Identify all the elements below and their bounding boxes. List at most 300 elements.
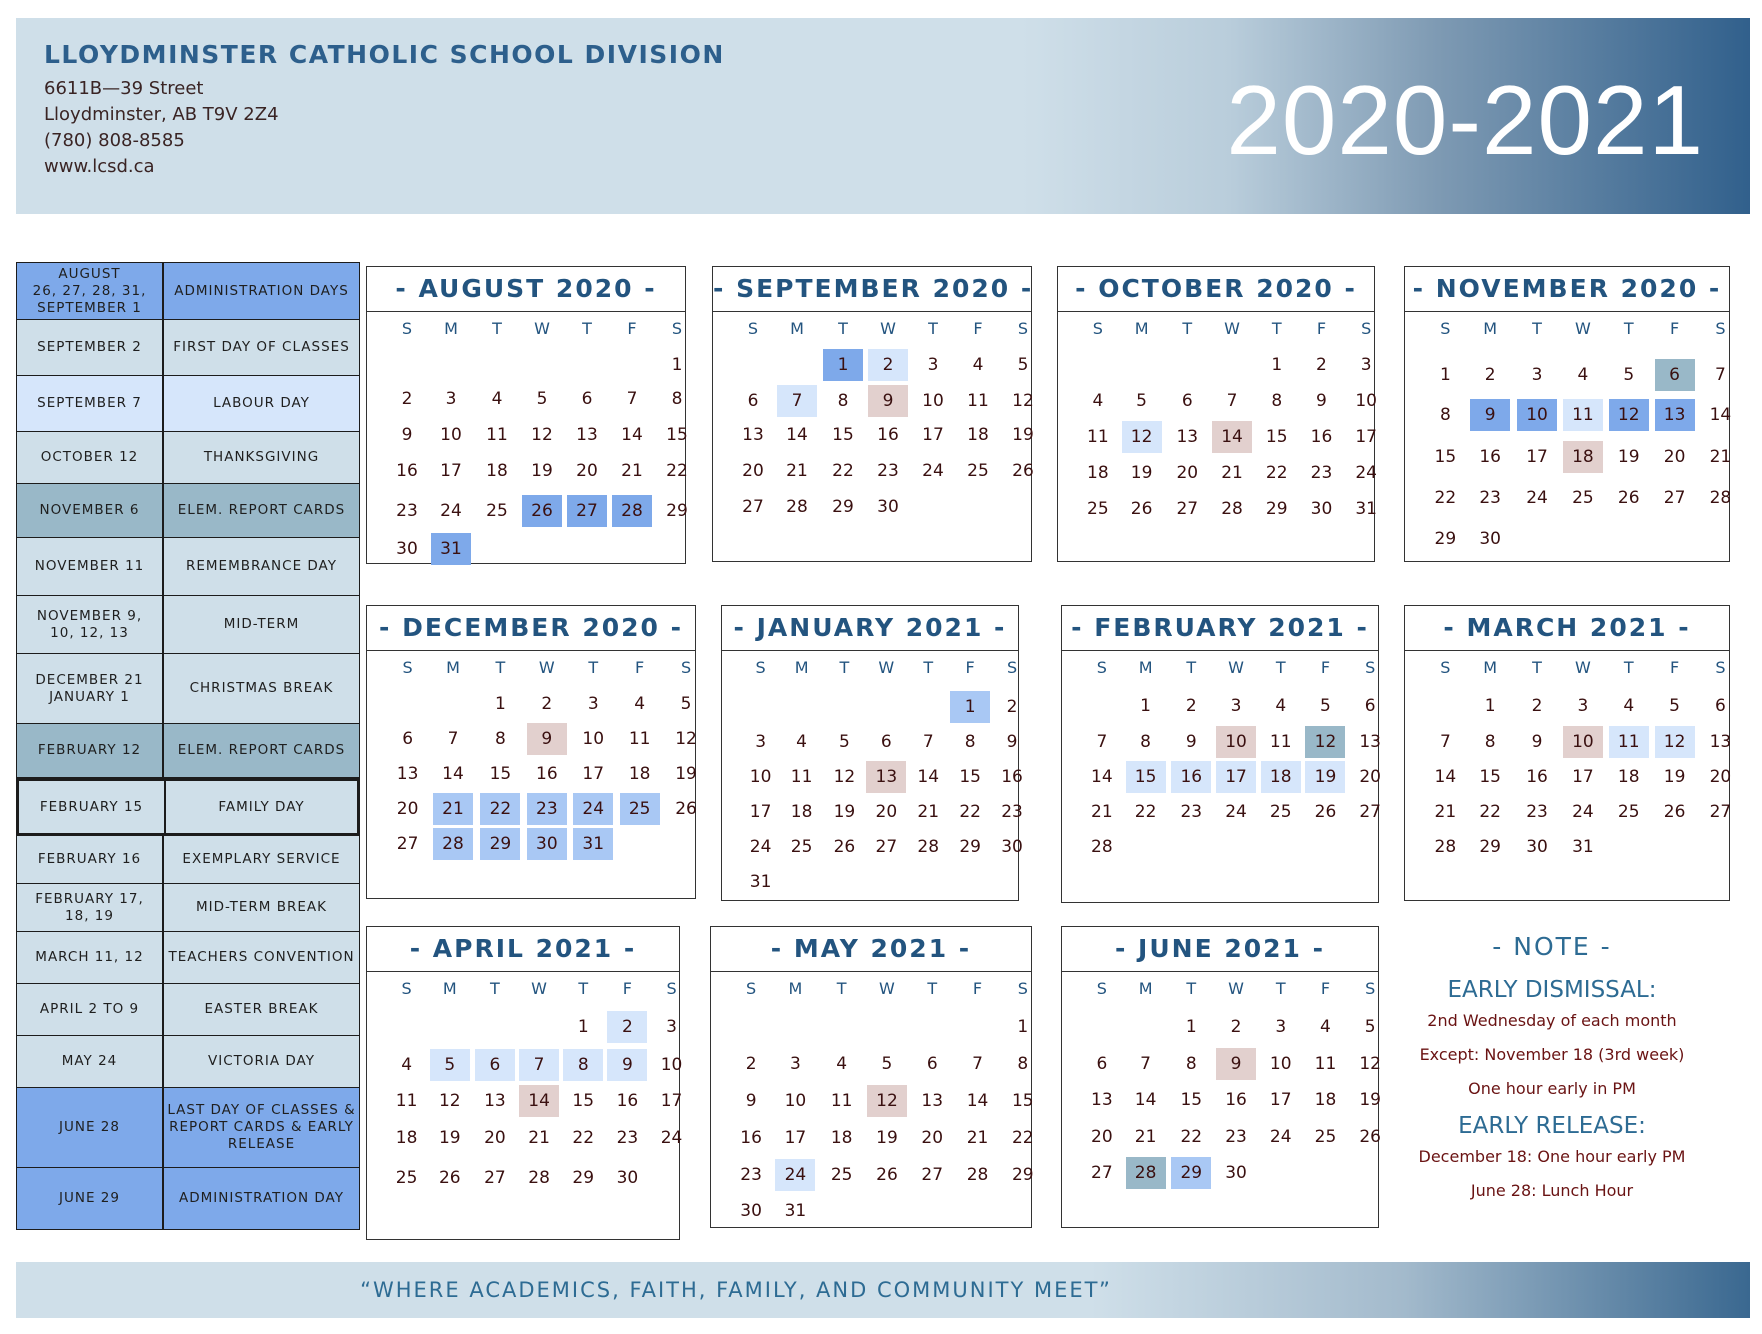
legend-date: FEBRUARY 16 <box>17 836 164 883</box>
day-cell: 11 <box>1269 732 1292 752</box>
month-title: - NOVEMBER 2020 - <box>1405 267 1729 312</box>
day-cell: 5 <box>1017 355 1029 375</box>
day-cell: 4 <box>836 1054 848 1074</box>
day-cell: 30 <box>877 497 899 517</box>
day-cell: 23 <box>740 1165 762 1185</box>
day-cell: 14 <box>1134 1090 1157 1110</box>
legend-row <box>16 376 360 432</box>
day-cell: 17 <box>582 764 605 784</box>
weekday-letter: S <box>1006 658 1018 677</box>
day-cell: 22 <box>480 793 520 825</box>
day-cell: 2 <box>1230 1017 1242 1037</box>
day-cell: 11 <box>628 729 651 749</box>
month-calendar <box>1057 266 1375 562</box>
day-cell: 8 <box>495 729 506 749</box>
legend-row <box>16 778 360 836</box>
day-cell: 27 <box>875 837 898 857</box>
day-cell: 16 <box>616 1091 639 1111</box>
weekday-letter: T <box>836 979 847 998</box>
day-cell: 3 <box>1360 355 1372 375</box>
day-cell: 16 <box>1001 767 1023 787</box>
day-cell: 12 <box>1655 726 1695 758</box>
day-cell: 21 <box>1134 1127 1157 1147</box>
day-cell: 20 <box>1663 447 1686 467</box>
day-cell: 26 <box>675 799 697 819</box>
weekday-letter: S <box>755 658 766 677</box>
weekday-letter: T <box>928 319 938 338</box>
note-line: 2nd Wednesday of each month <box>1427 1011 1677 1030</box>
day-cell: 28 <box>433 828 473 860</box>
day-cell: 10 <box>1563 726 1603 758</box>
day-cell: 5 <box>430 1049 470 1081</box>
legend-event: TEACHERS CONVENTION <box>168 949 355 965</box>
day-cell: 5 <box>680 694 692 714</box>
day-cell: 4 <box>1320 1017 1331 1037</box>
day-cell: 2 <box>1531 696 1543 716</box>
day-cell: 8 <box>964 732 976 752</box>
day-cell: 3 <box>1230 696 1242 716</box>
legend-date: SEPTEMBER 7 <box>17 376 164 431</box>
day-cell: 14 <box>519 1085 559 1117</box>
day-cell: 14 <box>1091 767 1113 787</box>
day-cell: 6 <box>402 729 414 749</box>
day-cell: 20 <box>1091 1127 1113 1147</box>
day-cell: 28 <box>1091 837 1113 857</box>
day-cell: 26 <box>1130 499 1153 519</box>
weekday-letter: S <box>746 979 757 998</box>
weekday-letter: M <box>794 658 809 677</box>
legend-event: EASTER BREAK <box>204 1001 319 1017</box>
day-cell: 13 <box>921 1091 944 1111</box>
day-cell: 14 <box>1434 767 1457 787</box>
day-cell: 8 <box>1185 1054 1197 1074</box>
day-cell: 1 <box>495 694 506 714</box>
weekday-letter: F <box>622 979 632 998</box>
weekday-letter: T <box>1275 979 1286 998</box>
day-cell: 27 <box>484 1168 506 1188</box>
month-calendar <box>1061 605 1379 903</box>
day-cell: 8 <box>671 389 683 409</box>
day-cell: 1 <box>823 349 863 381</box>
day-cell: 19 <box>1130 463 1153 483</box>
day-cell: 26 <box>1314 802 1337 822</box>
day-cell: 19 <box>438 1128 461 1148</box>
legend-event: ELEM. REPORT CARDS <box>177 502 346 518</box>
weekday-letter: W <box>1574 658 1591 677</box>
day-cell: 14 <box>1709 405 1732 425</box>
day-cell: 29 <box>832 497 854 517</box>
day-cell: 11 <box>830 1091 853 1111</box>
day-cell: 7 <box>519 1049 559 1081</box>
day-cell: 17 <box>1355 427 1377 447</box>
day-cell: 25 <box>395 1168 418 1188</box>
weekday-letter: F <box>1316 319 1327 338</box>
weekday-letter: S <box>666 979 677 998</box>
legend-row <box>16 320 360 376</box>
day-cell: 7 <box>1715 365 1726 385</box>
day-cell: 29 <box>1171 1157 1211 1189</box>
day-cell: 28 <box>612 495 652 527</box>
day-cell: 7 <box>1439 732 1451 752</box>
day-cell: 21 <box>966 1128 989 1148</box>
day-cell: 3 <box>789 1054 801 1074</box>
weekday-letter: T <box>923 658 934 677</box>
day-cell: 22 <box>959 802 981 822</box>
day-cell: 20 <box>921 1128 944 1148</box>
weekday-letter: M <box>442 979 457 998</box>
day-cell: 28 <box>786 497 808 517</box>
legend-event: REMEMBRANCE DAY <box>185 558 337 574</box>
legend-event: CHRISTMAS BREAK <box>189 680 334 696</box>
day-cell: 26 <box>1663 802 1686 822</box>
day-cell: 10 <box>922 391 944 411</box>
day-cell: 24 <box>573 793 613 825</box>
key-dates-legend <box>16 262 360 1230</box>
day-cell: 1 <box>950 691 990 723</box>
note-panel <box>1402 932 1702 1215</box>
legend-row <box>16 1168 360 1230</box>
day-cell: 4 <box>1275 696 1287 716</box>
legend-date: JUNE 28 <box>17 1088 164 1167</box>
day-cell: 16 <box>1310 427 1333 447</box>
day-cell: 10 <box>1517 399 1557 431</box>
legend-date: FEBRUARY 12 <box>17 724 164 777</box>
day-cell: 25 <box>620 793 660 825</box>
day-cell: 9 <box>1185 732 1197 752</box>
day-cell: 13 <box>1091 1090 1113 1110</box>
legend-row <box>16 836 360 884</box>
weekday-letter: T <box>1182 319 1193 338</box>
legend-row <box>16 654 360 724</box>
day-cell: 26 <box>438 1168 461 1188</box>
day-cell: 31 <box>749 872 772 892</box>
month-title: - OCTOBER 2020 - <box>1058 267 1374 312</box>
weekday-letter: T <box>1186 979 1197 998</box>
day-cell: 12 <box>833 767 856 787</box>
month-title: - AUGUST 2020 - <box>367 267 685 312</box>
weekday-letter: T <box>495 658 506 677</box>
day-cell: 29 <box>572 1168 595 1188</box>
weekday-header <box>367 319 685 343</box>
day-cell: 11 <box>790 767 813 787</box>
day-cell: 15 <box>832 425 854 445</box>
month-calendar <box>721 605 1023 901</box>
day-cell: 17 <box>1572 767 1594 787</box>
day-cell: 17 <box>1269 1090 1292 1110</box>
day-cell: 7 <box>972 1054 983 1074</box>
day-cell: 23 <box>1479 488 1501 508</box>
day-cell: 9 <box>607 1049 647 1081</box>
day-cell: 11 <box>1609 726 1649 758</box>
day-cell: 6 <box>581 389 593 409</box>
legend-date: DECEMBER 21 JANUARY 1 <box>17 654 164 723</box>
day-cell: 29 <box>1434 529 1457 549</box>
day-cell: 20 <box>1359 767 1381 787</box>
day-cell: 31 <box>1355 499 1377 519</box>
day-cell: 4 <box>1577 365 1589 385</box>
weekday-letter: W <box>1574 319 1591 338</box>
day-cell: 25 <box>1572 488 1594 508</box>
day-cell: 18 <box>830 1128 853 1148</box>
day-cell: 31 <box>573 828 613 860</box>
day-cell: 21 <box>917 802 940 822</box>
day-cell: 12 <box>1012 391 1034 411</box>
day-cell: 9 <box>1316 391 1327 411</box>
day-cell: 10 <box>582 729 605 749</box>
day-cell: 9 <box>1470 399 1510 431</box>
day-cell: 21 <box>1434 802 1457 822</box>
day-cell: 12 <box>675 729 697 749</box>
legend-event: FIRST DAY OF CLASSES <box>173 339 350 355</box>
day-cell: 6 <box>1096 1054 1108 1074</box>
day-cell: 6 <box>1364 696 1376 716</box>
legend-date: APRIL 2 TO 9 <box>17 984 164 1035</box>
day-cell: 24 <box>660 1128 683 1148</box>
legend-row <box>16 1036 360 1088</box>
website-link[interactable]: www.lcsd.ca <box>44 156 155 177</box>
day-cell: 4 <box>491 389 503 409</box>
day-cell: 10 <box>1355 391 1377 411</box>
day-cell: 21 <box>786 461 808 481</box>
day-cell: 13 <box>1176 427 1199 447</box>
month-calendar <box>1404 605 1730 901</box>
legend-row <box>16 432 360 484</box>
legend-event: LAST DAY OF CLASSES & REPORT CARDS & EARLY RELEASE <box>167 1102 356 1152</box>
day-cell: 26 <box>876 1165 898 1185</box>
footer-banner <box>16 1262 1750 1318</box>
weekday-letter: T <box>1275 658 1286 677</box>
weekday-letter: W <box>879 979 895 998</box>
month-calendar <box>366 266 686 564</box>
day-cell: 5 <box>881 1054 893 1074</box>
weekday-letter: M <box>1483 658 1498 677</box>
day-cell: 8 <box>1271 391 1283 411</box>
day-cell: 16 <box>1171 761 1211 793</box>
day-cell: 10 <box>440 425 462 445</box>
legend-date: SEPTEMBER 2 <box>17 320 164 375</box>
day-cell: 19 <box>1617 447 1640 467</box>
day-cell: 20 <box>484 1128 506 1148</box>
day-cell: 10 <box>1216 726 1256 758</box>
day-cell: 6 <box>1715 696 1726 716</box>
day-cell: 2 <box>607 1011 647 1043</box>
weekday-letter: S <box>671 319 683 338</box>
day-cell: 13 <box>396 764 419 784</box>
day-cell: 13 <box>576 425 598 445</box>
weekday-letter: T <box>1532 658 1542 677</box>
note-line: Except: November 18 (3rd week) <box>1419 1045 1685 1064</box>
month-calendar <box>366 926 683 1240</box>
day-cell: 18 <box>1261 761 1301 793</box>
day-cell: 22 <box>1134 802 1157 822</box>
day-cell: 14 <box>442 764 464 784</box>
day-cell: 5 <box>1623 365 1635 385</box>
day-cell: 16 <box>1225 1090 1247 1110</box>
day-cell: 21 <box>1221 463 1243 483</box>
legend-row <box>16 538 360 596</box>
day-cell: 1 <box>1017 1017 1029 1037</box>
weekday-letter: M <box>1134 319 1149 338</box>
weekday-letter: S <box>1715 658 1726 677</box>
weekday-header <box>367 979 679 1003</box>
weekday-header <box>367 658 695 682</box>
weekday-letter: M <box>1138 979 1153 998</box>
day-cell: 26 <box>1359 1127 1381 1147</box>
weekday-letter: T <box>582 319 592 338</box>
legend-row <box>16 984 360 1036</box>
day-cell: 10 <box>784 1091 807 1111</box>
day-cell: 13 <box>1359 732 1381 752</box>
weekday-letter: S <box>747 319 759 338</box>
day-cell: 18 <box>1087 463 1109 483</box>
month-calendar <box>712 266 1032 562</box>
legend-row <box>16 884 360 932</box>
weekday-letter: S <box>1017 979 1028 998</box>
legend-date: MARCH 11, 12 <box>17 932 164 983</box>
day-cell: 11 <box>1314 1054 1337 1074</box>
weekday-letter: T <box>492 319 502 338</box>
day-cell: 8 <box>1439 405 1451 425</box>
day-cell: 7 <box>447 729 459 749</box>
day-cell: 15 <box>572 1091 595 1111</box>
day-cell: 26 <box>1012 461 1034 481</box>
weekday-letter: S <box>1715 319 1726 338</box>
day-cell: 3 <box>755 732 767 752</box>
weekday-letter: S <box>1096 979 1107 998</box>
weekday-letter: F <box>1320 979 1331 998</box>
day-cell: 2 <box>1484 365 1496 385</box>
day-cell: 23 <box>877 461 899 481</box>
day-cell: 20 <box>1176 463 1199 483</box>
day-cell: 23 <box>527 793 567 825</box>
day-cell: 16 <box>740 1128 762 1148</box>
legend-date: OCTOBER 12 <box>17 432 164 483</box>
day-cell: 2 <box>541 694 553 714</box>
day-cell: 18 <box>486 461 508 481</box>
day-cell: 2 <box>1185 696 1197 716</box>
day-cell: 24 <box>1355 463 1377 483</box>
weekday-letter: S <box>402 658 413 677</box>
weekday-header <box>1405 658 1729 682</box>
weekday-letter: T <box>1623 319 1634 338</box>
day-cell: 21 <box>1091 802 1113 822</box>
day-cell: 27 <box>742 497 764 517</box>
day-cell: 21 <box>1709 447 1732 467</box>
weekday-letter: M <box>444 319 458 338</box>
day-cell: 18 <box>1617 767 1640 787</box>
legend-row <box>16 484 360 538</box>
day-cell: 27 <box>1091 1163 1113 1183</box>
legend-event: ADMINISTRATION DAYS <box>174 282 349 299</box>
legend-event: LABOUR DAY <box>213 395 310 411</box>
weekday-letter: T <box>839 658 850 677</box>
day-cell: 8 <box>837 391 849 411</box>
day-cell: 23 <box>396 501 418 521</box>
day-cell: 18 <box>1563 441 1603 473</box>
day-cell: 13 <box>866 761 906 793</box>
day-cell: 8 <box>563 1049 603 1081</box>
weekday-letter: W <box>534 319 550 338</box>
day-cell: 14 <box>966 1091 989 1111</box>
day-cell: 29 <box>959 837 981 857</box>
legend-row <box>16 262 360 320</box>
weekday-letter: S <box>401 319 413 338</box>
day-cell: 28 <box>1221 499 1243 519</box>
day-cell: 9 <box>1216 1048 1256 1080</box>
day-cell: 2 <box>868 349 908 381</box>
weekday-letter: T <box>1532 319 1542 338</box>
weekday-letter: S <box>1365 979 1376 998</box>
weekday-letter: S <box>680 658 692 677</box>
weekday-letter: M <box>788 979 803 998</box>
day-cell: 24 <box>749 837 772 857</box>
day-cell: 25 <box>830 1165 853 1185</box>
day-cell: 27 <box>1359 802 1381 822</box>
weekday-letter: T <box>838 319 848 338</box>
day-cell: 9 <box>1006 732 1018 752</box>
day-cell: 16 <box>1526 767 1548 787</box>
weekday-header <box>711 979 1031 1003</box>
day-cell: 12 <box>1122 421 1162 453</box>
address-line: Lloydminster, AB T9V 2Z4 <box>44 104 279 125</box>
day-cell: 31 <box>1572 837 1594 857</box>
legend-date: JUNE 29 <box>17 1168 164 1229</box>
day-cell: 24 <box>1572 802 1594 822</box>
day-cell: 9 <box>401 425 413 445</box>
day-cell: 28 <box>1709 488 1732 508</box>
weekday-letter: T <box>1623 658 1634 677</box>
day-cell: 28 <box>917 837 940 857</box>
day-cell: 31 <box>431 533 471 565</box>
weekday-letter: W <box>1228 979 1244 998</box>
day-cell: 11 <box>395 1091 418 1111</box>
day-cell: 15 <box>1434 447 1457 467</box>
day-cell: 14 <box>1212 421 1252 453</box>
day-cell: 6 <box>926 1054 938 1074</box>
day-cell: 17 <box>1526 447 1548 467</box>
day-cell: 12 <box>867 1085 907 1117</box>
day-cell: 19 <box>675 764 697 784</box>
legend-row <box>16 932 360 984</box>
day-cell: 27 <box>921 1165 944 1185</box>
day-cell: 25 <box>1269 802 1292 822</box>
weekday-header <box>713 319 1031 343</box>
day-cell: 15 <box>489 764 512 784</box>
day-cell: 30 <box>740 1201 762 1221</box>
day-cell: 29 <box>1265 499 1288 519</box>
day-cell: 25 <box>967 461 989 481</box>
month-calendar <box>366 605 696 899</box>
day-cell: 24 <box>1269 1127 1292 1147</box>
month-title: - SEPTEMBER 2020 - <box>713 267 1031 312</box>
weekday-letter: M <box>790 319 804 338</box>
day-cell: 22 <box>666 461 688 481</box>
day-cell: 10 <box>1269 1054 1292 1074</box>
day-cell: 28 <box>1126 1157 1166 1189</box>
weekday-header <box>722 658 1018 682</box>
day-cell: 25 <box>1617 802 1640 822</box>
phone-number: (780) 808-8585 <box>44 130 185 151</box>
legend-date: MAY 24 <box>17 1036 164 1087</box>
day-cell: 9 <box>868 385 908 417</box>
day-cell: 26 <box>833 837 856 857</box>
day-cell: 12 <box>1609 399 1649 431</box>
day-cell: 19 <box>531 461 553 481</box>
day-cell: 20 <box>576 461 598 481</box>
legend-event: EXEMPLARY SERVICE <box>182 851 341 867</box>
day-cell: 25 <box>1314 1127 1337 1147</box>
month-title: - MAY 2021 - <box>711 927 1031 972</box>
